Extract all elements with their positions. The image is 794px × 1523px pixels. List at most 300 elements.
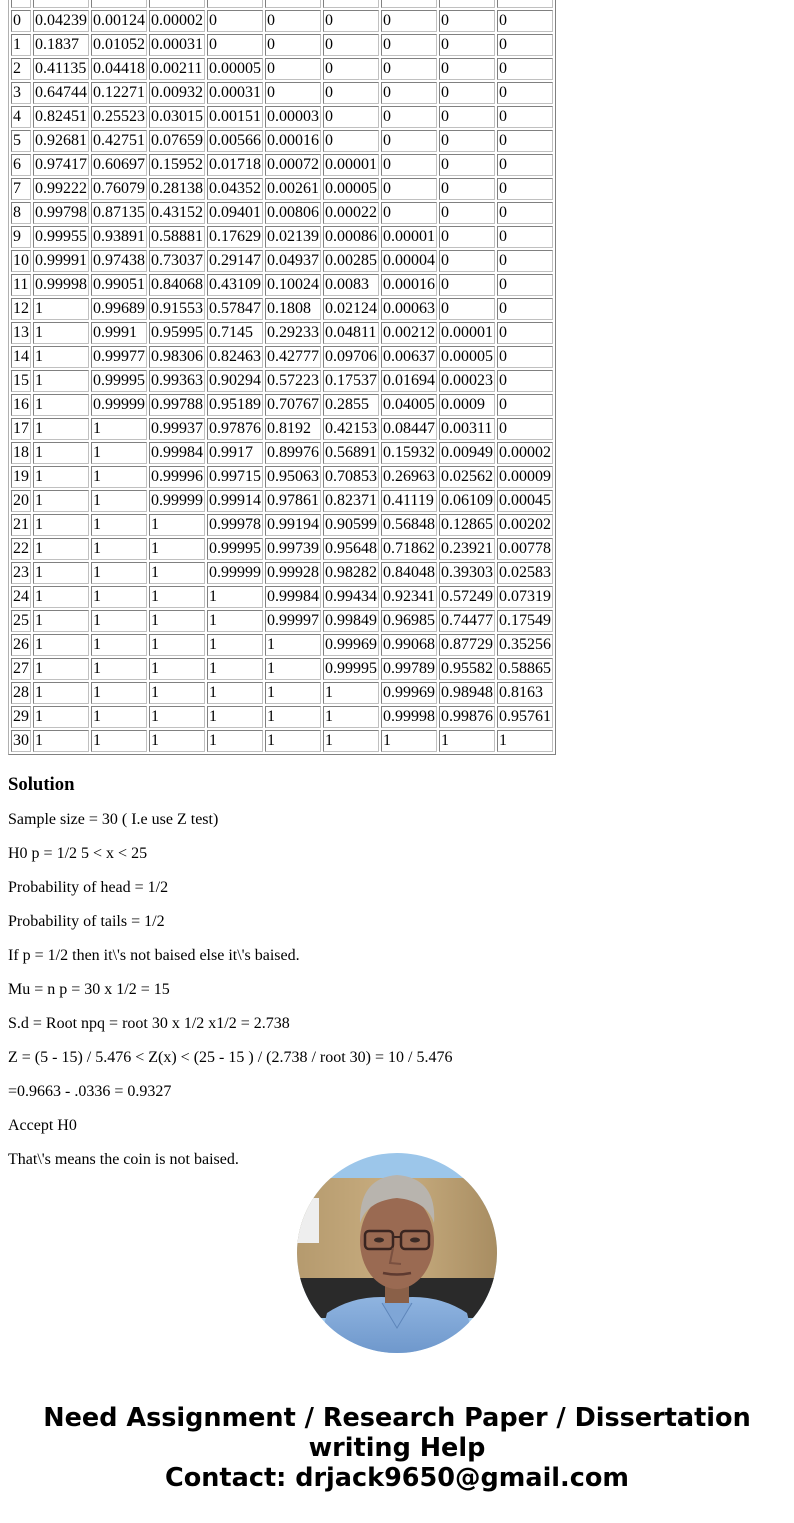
probability-cell: 1 (91, 658, 147, 680)
row-index-cell: 7 (11, 178, 31, 200)
row-index-cell: 4 (11, 106, 31, 128)
probability-cell: 1 (207, 706, 263, 728)
probability-cell: 0.99997 (265, 610, 321, 632)
probability-cell: 0.41135 (33, 58, 89, 80)
probability-cell: 0.82463 (207, 346, 263, 368)
solution-line: Mu = n p = 30 x 1/2 = 15 (8, 981, 170, 998)
probability-cell: 0 (497, 34, 553, 56)
probability-cell: 0.17629 (207, 226, 263, 248)
probability-cell: 0.99715 (207, 466, 263, 488)
table-cell (91, 0, 147, 8)
probability-cell: 0.00566 (207, 130, 263, 152)
probability-cell: 1 (323, 730, 379, 752)
probability-cell: 0 (497, 202, 553, 224)
probability-cell: 0.99978 (207, 514, 263, 536)
probability-cell: 0.7145 (207, 322, 263, 344)
probability-cell: 0.07659 (149, 130, 205, 152)
row-index-cell: 17 (11, 418, 31, 440)
probability-cell: 0.99977 (91, 346, 147, 368)
row-index-cell: 30 (11, 730, 31, 752)
row-index-cell: 29 (11, 706, 31, 728)
row-index-cell: 21 (11, 514, 31, 536)
probability-cell: 0.74477 (439, 610, 495, 632)
probability-cell: 0.99995 (207, 538, 263, 560)
probability-cell: 0 (323, 130, 379, 152)
probability-cell: 0.42751 (91, 130, 147, 152)
probability-cell: 1 (323, 706, 379, 728)
probability-cell: 0 (497, 82, 553, 104)
probability-cell: 0.29233 (265, 322, 321, 344)
probability-cell: 0.0083 (323, 274, 379, 296)
probability-cell: 0.12865 (439, 514, 495, 536)
table-row (11, 682, 553, 704)
solution-line: Accept H0 (8, 1117, 77, 1134)
probability-cell: 0.84048 (381, 562, 437, 584)
probability-cell: 1 (33, 730, 89, 752)
probability-cell: 1 (91, 418, 147, 440)
probability-cell: 0 (265, 34, 321, 56)
probability-cell: 1 (91, 682, 147, 704)
banner-line-2: writing Help (308, 1433, 486, 1463)
probability-cell: 1 (323, 682, 379, 704)
probability-cell: 0 (323, 10, 379, 32)
table-row (11, 10, 553, 32)
probability-cell: 0 (381, 10, 437, 32)
probability-cell: 0.98282 (323, 562, 379, 584)
solution-line: H0 p = 1/2 5 < x < 25 (8, 845, 148, 862)
probability-cell: 0 (381, 130, 437, 152)
solution-heading: Solution (8, 774, 75, 795)
probability-cell: 0.00001 (439, 322, 495, 344)
row-index-cell: 25 (11, 610, 31, 632)
row-index-cell: 12 (11, 298, 31, 320)
probability-cell: 0 (497, 394, 553, 416)
probability-cell: 0.56891 (323, 442, 379, 464)
probability-cell: 0 (497, 370, 553, 392)
probability-cell: 0.99969 (323, 634, 379, 656)
probability-cell: 0.99798 (33, 202, 89, 224)
probability-cell: 0.00063 (381, 298, 437, 320)
probability-cell: 0.00001 (381, 226, 437, 248)
table-cell (381, 0, 437, 8)
table-row (11, 586, 553, 608)
probability-cell: 0.00072 (265, 154, 321, 176)
probability-cell: 0.99999 (91, 394, 147, 416)
probability-cell: 0.97438 (91, 250, 147, 272)
probability-cell: 0.42153 (323, 418, 379, 440)
probability-cell: 0.01718 (207, 154, 263, 176)
probability-cell: 0 (497, 322, 553, 344)
probability-cell: 0.99937 (149, 418, 205, 440)
probability-cell: 0.98306 (149, 346, 205, 368)
probability-cell: 0.00005 (323, 178, 379, 200)
probability-cell: 0 (381, 34, 437, 56)
probability-cell: 0.2855 (323, 394, 379, 416)
probability-cell: 0.00637 (381, 346, 437, 368)
probability-cell: 0.99955 (33, 226, 89, 248)
probability-cell: 0.04352 (207, 178, 263, 200)
probability-cell: 0 (323, 58, 379, 80)
row-index-cell: 18 (11, 442, 31, 464)
probability-cell: 0.00016 (265, 130, 321, 152)
probability-cell: 0.01694 (381, 370, 437, 392)
probability-cell: 0.76079 (91, 178, 147, 200)
probability-cell: 0.00202 (497, 514, 553, 536)
solution-line: Probability of head = 1/2 (8, 879, 169, 896)
table-row (11, 610, 553, 632)
probability-cell: 1 (207, 610, 263, 632)
probability-cell: 0 (497, 106, 553, 128)
probability-cell: 0.99928 (265, 562, 321, 584)
row-index-cell: 16 (11, 394, 31, 416)
probability-cell: 1 (149, 658, 205, 680)
solution-line: If p = 1/2 then it\'s not baised else it\'s baised. (8, 947, 300, 964)
row-index-cell: 1 (11, 34, 31, 56)
probability-cell: 0 (439, 82, 495, 104)
probability-cell: 0 (497, 58, 553, 80)
probability-cell: 0 (381, 106, 437, 128)
probability-cell: 0.70767 (265, 394, 321, 416)
row-index-cell: 9 (11, 226, 31, 248)
probability-cell: 0 (439, 178, 495, 200)
probability-cell: 0.04005 (381, 394, 437, 416)
table-row (11, 730, 553, 752)
probability-cell: 0 (439, 274, 495, 296)
table-row (11, 514, 553, 536)
probability-cell: 0 (439, 10, 495, 32)
probability-cell: 1 (265, 658, 321, 680)
row-index-cell: 3 (11, 82, 31, 104)
contact-banner (0, 1403, 794, 1493)
table-row (11, 82, 553, 104)
probability-cell: 0.28138 (149, 178, 205, 200)
probability-cell: 1 (207, 658, 263, 680)
probability-cell: 0.97417 (33, 154, 89, 176)
probability-cell: 0 (439, 250, 495, 272)
probability-cell: 0.99969 (381, 682, 437, 704)
table-cell (149, 0, 205, 8)
probability-cell: 0 (497, 178, 553, 200)
probability-cell: 1 (149, 634, 205, 656)
probability-cell: 0.00002 (149, 10, 205, 32)
probability-cell: 0.73037 (149, 250, 205, 272)
probability-cell: 0 (497, 418, 553, 440)
probability-cell: 0.97876 (207, 418, 263, 440)
probability-cell: 1 (91, 610, 147, 632)
probability-cell: 0.92341 (381, 586, 437, 608)
row-index-cell: 24 (11, 586, 31, 608)
probability-cell: 0.99995 (323, 658, 379, 680)
probability-cell: 0.00045 (497, 490, 553, 512)
table-row (11, 658, 553, 680)
probability-cell: 0.43152 (149, 202, 205, 224)
row-index-cell: 19 (11, 466, 31, 488)
probability-cell: 0.99998 (381, 706, 437, 728)
probability-cell: 0 (439, 130, 495, 152)
probability-cell: 0.99789 (381, 658, 437, 680)
probability-cell: 0.00311 (439, 418, 495, 440)
row-index-cell: 22 (11, 538, 31, 560)
probability-cell: 1 (149, 514, 205, 536)
table-cell (207, 0, 263, 8)
probability-cell: 0.60697 (91, 154, 147, 176)
table-cell (497, 0, 553, 8)
probability-cell: 1 (207, 586, 263, 608)
solution-line: Probability of tails = 1/2 (8, 913, 165, 930)
probability-cell: 0.00004 (381, 250, 437, 272)
probability-cell: 1 (439, 730, 495, 752)
table-row (11, 178, 553, 200)
probability-cell: 1 (33, 418, 89, 440)
probability-cell: 0.00009 (497, 466, 553, 488)
probability-cell: 0.04811 (323, 322, 379, 344)
probability-cell: 0 (323, 34, 379, 56)
probability-cell: 0.99914 (207, 490, 263, 512)
probability-cell: 0.9917 (207, 442, 263, 464)
probability-cell: 0.98948 (439, 682, 495, 704)
row-index-cell: 2 (11, 58, 31, 80)
probability-cell: 0.03015 (149, 106, 205, 128)
probability-cell: 0.17537 (323, 370, 379, 392)
probability-cell: 0.99689 (91, 298, 147, 320)
probability-cell: 0.00261 (265, 178, 321, 200)
probability-cell: 1 (33, 586, 89, 608)
probability-cell: 0 (439, 298, 495, 320)
probability-cell: 0.99984 (149, 442, 205, 464)
probability-cell: 0.04418 (91, 58, 147, 80)
probability-cell: 0 (381, 82, 437, 104)
solution-line: =0.9663 - .0336 = 0.9327 (8, 1083, 172, 1100)
solution-line: Sample size = 30 ( I.e use Z test) (8, 811, 219, 828)
probability-cell: 0.00285 (323, 250, 379, 272)
probability-cell: 1 (33, 658, 89, 680)
table-row (11, 58, 553, 80)
probability-cell: 0.00005 (207, 58, 263, 80)
probability-cell: 1 (207, 682, 263, 704)
probability-cell: 1 (149, 706, 205, 728)
probability-cell: 0.82451 (33, 106, 89, 128)
probability-cell: 1 (91, 538, 147, 560)
probability-cell: 0 (381, 178, 437, 200)
probability-cell: 0.89976 (265, 442, 321, 464)
probability-cell: 1 (33, 394, 89, 416)
row-index-cell: 5 (11, 130, 31, 152)
table-row (11, 634, 553, 656)
table-cell (11, 0, 31, 8)
probability-cell: 0.25523 (91, 106, 147, 128)
table-cell (265, 0, 321, 8)
probability-cell: 0 (497, 130, 553, 152)
probability-cell: 0.15932 (381, 442, 437, 464)
probability-cell: 0.02139 (265, 226, 321, 248)
table-row (11, 250, 553, 272)
probability-cell: 0 (323, 106, 379, 128)
row-index-cell: 6 (11, 154, 31, 176)
probability-cell: 1 (91, 586, 147, 608)
probability-cell: 0.00778 (497, 538, 553, 560)
probability-cell: 1 (207, 634, 263, 656)
probability-cell: 0 (381, 202, 437, 224)
table-row (11, 154, 553, 176)
probability-cell: 0.95761 (497, 706, 553, 728)
probability-cell: 0.35256 (497, 634, 553, 656)
probability-cell: 0.00001 (323, 154, 379, 176)
row-index-cell: 26 (11, 634, 31, 656)
probability-cell: 1 (149, 586, 205, 608)
table-row (11, 706, 553, 728)
probability-cell: 1 (33, 706, 89, 728)
probability-cell: 0.99849 (323, 610, 379, 632)
probability-cell: 1 (149, 562, 205, 584)
probability-cell: 0.0009 (439, 394, 495, 416)
probability-cell: 1 (149, 682, 205, 704)
solution-body (8, 811, 786, 1169)
probability-cell: 0 (497, 346, 553, 368)
probability-cell: 0.58881 (149, 226, 205, 248)
probability-cell: 0.8192 (265, 418, 321, 440)
probability-cell: 0.08447 (381, 418, 437, 440)
probability-cell: 0.57847 (207, 298, 263, 320)
probability-cell: 0.56848 (381, 514, 437, 536)
table-row (11, 34, 553, 56)
probability-cell: 0.99068 (381, 634, 437, 656)
probability-cell: 0.99995 (91, 370, 147, 392)
probability-cell: 1 (33, 514, 89, 536)
probability-cell: 0.00211 (149, 58, 205, 80)
table-row (11, 442, 553, 464)
probability-cell: 0 (265, 58, 321, 80)
probability-cell: 0.99996 (149, 466, 205, 488)
probability-cell: 0.96985 (381, 610, 437, 632)
probability-cell: 1 (265, 634, 321, 656)
probability-cell: 0 (439, 106, 495, 128)
probability-cell: 1 (149, 538, 205, 560)
table-row (11, 274, 553, 296)
probability-cell: 1 (207, 730, 263, 752)
row-index-cell: 11 (11, 274, 31, 296)
probability-cell: 1 (91, 490, 147, 512)
probability-cell: 0 (381, 58, 437, 80)
probability-cell: 0.8163 (497, 682, 553, 704)
table-header-row-partial (11, 0, 553, 8)
table-row (11, 202, 553, 224)
probability-cell: 0 (439, 202, 495, 224)
probability-cell: 0.57249 (439, 586, 495, 608)
probability-cell: 0.42777 (265, 346, 321, 368)
probability-cell: 1 (33, 538, 89, 560)
probability-cell: 1 (149, 730, 205, 752)
probability-cell: 0.97861 (265, 490, 321, 512)
table-row (11, 562, 553, 584)
probability-cell: 1 (265, 730, 321, 752)
probability-cell: 0.04239 (33, 10, 89, 32)
probability-cell: 1 (91, 562, 147, 584)
probability-cell: 0 (439, 154, 495, 176)
table-row (11, 370, 553, 392)
probability-cell: 0.99739 (265, 538, 321, 560)
probability-cell: 0 (381, 154, 437, 176)
probability-cell: 0.1808 (265, 298, 321, 320)
row-index-cell: 28 (11, 682, 31, 704)
table-body (11, 0, 553, 752)
banner-line-1: Need Assignment / Research Paper / Dissertation (43, 1403, 751, 1433)
probability-cell: 0.07319 (497, 586, 553, 608)
probability-cell: 0.00151 (207, 106, 263, 128)
probability-cell: 0.09401 (207, 202, 263, 224)
probability-cell: 1 (33, 322, 89, 344)
row-index-cell: 15 (11, 370, 31, 392)
row-index-cell: 10 (11, 250, 31, 272)
probability-cell: 0 (439, 58, 495, 80)
probability-cell: 0.95189 (207, 394, 263, 416)
probability-cell: 0.01052 (91, 34, 147, 56)
probability-cell: 1 (265, 682, 321, 704)
probability-cell: 0.91553 (149, 298, 205, 320)
probability-cell: 0.00031 (149, 34, 205, 56)
probability-cell: 0.99788 (149, 394, 205, 416)
probability-cell: 1 (33, 610, 89, 632)
probability-cell: 0 (497, 250, 553, 272)
probability-cell: 0.9991 (91, 322, 147, 344)
probability-cell: 0 (207, 10, 263, 32)
probability-cell: 0.00005 (439, 346, 495, 368)
probability-cell: 0.06109 (439, 490, 495, 512)
probability-cell: 0.00022 (323, 202, 379, 224)
probability-cell: 1 (33, 442, 89, 464)
probability-cell: 0.17549 (497, 610, 553, 632)
table-cell (323, 0, 379, 8)
row-index-cell: 20 (11, 490, 31, 512)
avatar (297, 1153, 497, 1353)
probability-cell: 0.29147 (207, 250, 263, 272)
probability-cell: 0.64744 (33, 82, 89, 104)
table-row (11, 322, 553, 344)
probability-cell: 0 (497, 274, 553, 296)
probability-cell: 0 (207, 34, 263, 56)
probability-cell: 0.99194 (265, 514, 321, 536)
probability-cell: 0.95063 (265, 466, 321, 488)
probability-cell: 0 (497, 154, 553, 176)
probability-cell: 0.00016 (381, 274, 437, 296)
probability-cell: 0.95648 (323, 538, 379, 560)
tutor-photo-icon (297, 1153, 497, 1353)
probability-cell: 0.87729 (439, 634, 495, 656)
probability-cell: 1 (33, 370, 89, 392)
probability-cell: 0.99999 (207, 562, 263, 584)
probability-cell: 0.1837 (33, 34, 89, 56)
probability-cell: 0.82371 (323, 490, 379, 512)
probability-cell: 1 (91, 706, 147, 728)
table-cell (33, 0, 89, 8)
probability-cell: 0.00949 (439, 442, 495, 464)
probability-cell: 0 (265, 10, 321, 32)
probability-cell: 1 (33, 490, 89, 512)
probability-cell: 0.90294 (207, 370, 263, 392)
probability-cell: 0.99434 (323, 586, 379, 608)
probability-cell: 1 (91, 730, 147, 752)
probability-cell: 0.10024 (265, 274, 321, 296)
page-content (8, 0, 786, 1169)
probability-cell: 0.00003 (265, 106, 321, 128)
probability-cell: 1 (91, 634, 147, 656)
probability-cell: 0.00002 (497, 442, 553, 464)
probability-cell: 0.71862 (381, 538, 437, 560)
row-index-cell: 14 (11, 346, 31, 368)
probability-cell: 0.26963 (381, 466, 437, 488)
probability-cell: 1 (33, 634, 89, 656)
probability-cell: 0 (265, 82, 321, 104)
probability-cell: 0.95582 (439, 658, 495, 680)
